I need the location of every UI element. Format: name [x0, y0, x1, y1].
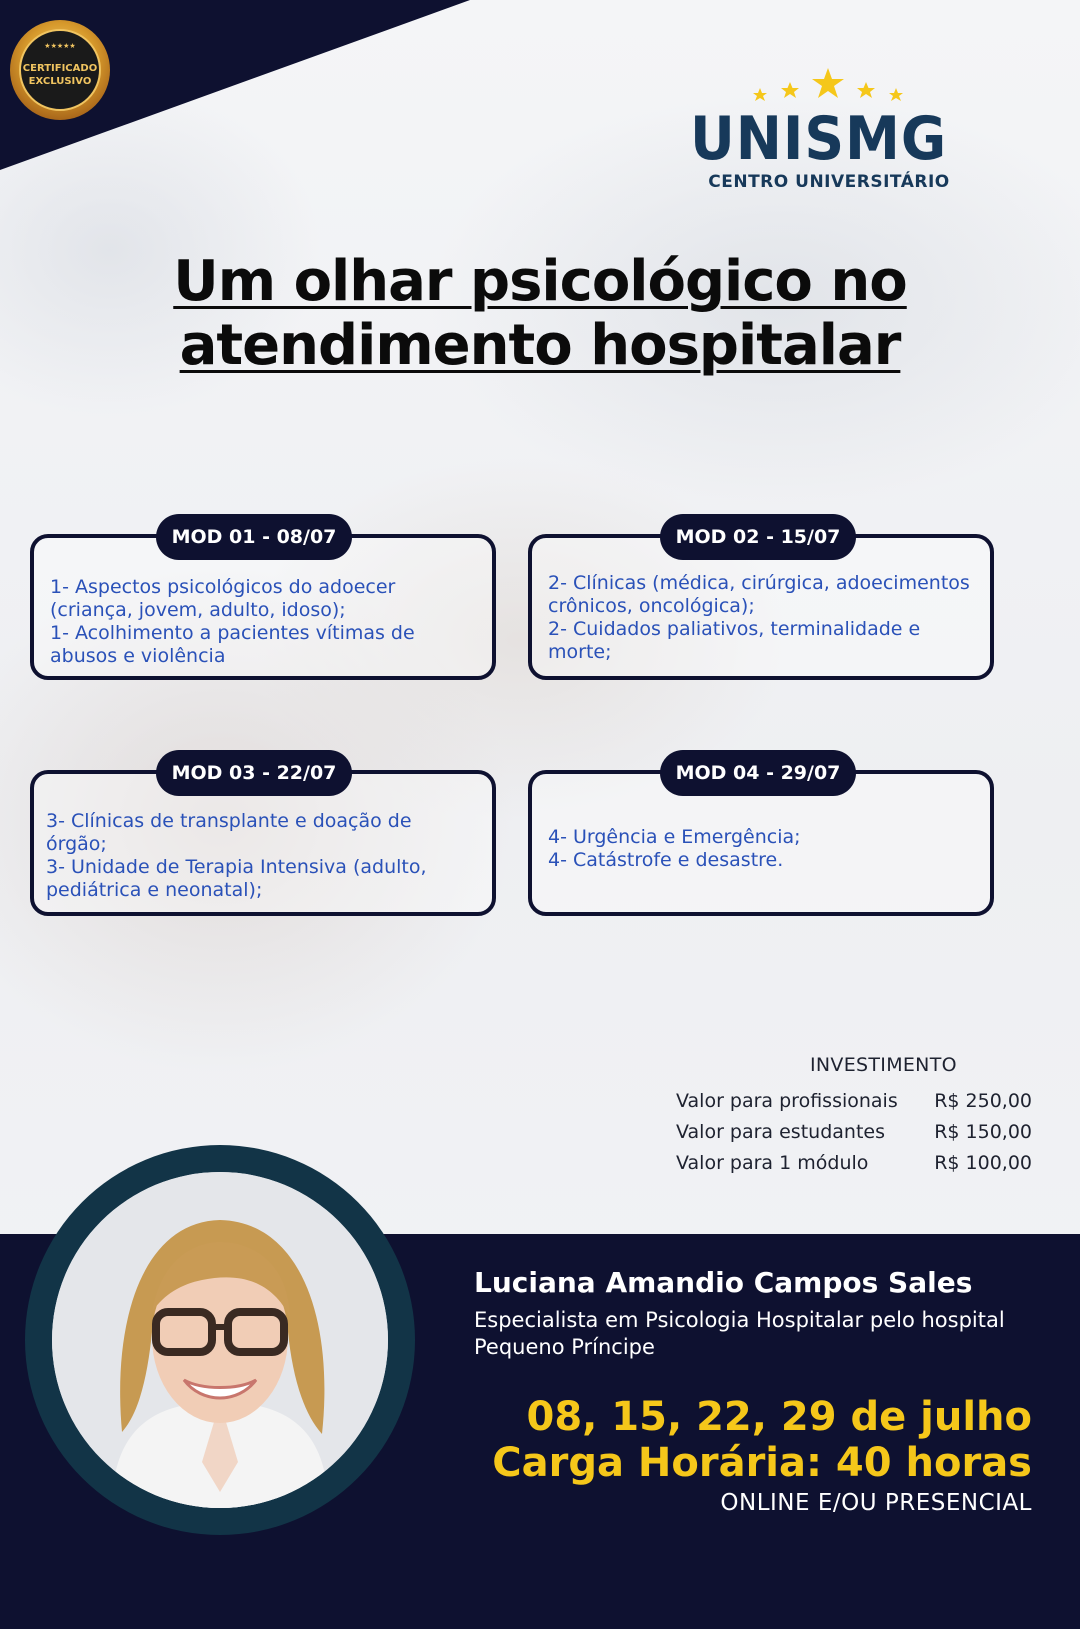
title-line-2: atendimento hospitalar: [179, 313, 901, 378]
module-content: [548, 572, 976, 664]
logo-subtitle: CENTRO UNIVERSITÁRIO: [708, 172, 950, 192]
star-icon: [748, 66, 908, 106]
logo-name: UNISMG: [690, 104, 948, 174]
speaker-description: Especialista em Psicologia Hospitalar pelo hospital Pequeno Príncipe: [474, 1308, 1005, 1359]
unismg-logo: [690, 60, 990, 190]
module-content: [50, 576, 478, 668]
module-line: 4- Catástrofe e desastre.: [548, 849, 784, 871]
page-title: [60, 250, 1020, 378]
module-card-3: [30, 762, 496, 916]
attendance-mode: ONLINE E/OU PRESENCIAL: [720, 1490, 1032, 1516]
module-tag: MOD 04 - 29/07: [660, 750, 856, 796]
module-line: 3- Unidade de Terapia Intensiva (adulto, pediátrica e neonatal);: [46, 856, 427, 901]
module-line: 4- Urgência e Emergência;: [548, 826, 801, 848]
price-label: Valor para profissionais: [676, 1090, 898, 1112]
module-card-2: [528, 526, 994, 680]
badge-line2: EXCLUSIVO: [28, 76, 92, 87]
module-tag: MOD 02 - 15/07: [660, 514, 856, 560]
title-line-1: Um olhar psicológico no: [173, 249, 907, 314]
certificate-seal-icon: [8, 18, 112, 122]
module-line: 2- Clínicas (médica, cirúrgica, adoecimentos crônicos, oncológica);: [548, 572, 970, 617]
module-content: [548, 826, 976, 872]
module-tag: MOD 03 - 22/07: [156, 750, 352, 796]
module-line: 1- Acolhimento a pacientes vítimas de abusos e violência: [50, 622, 415, 667]
workload: Carga Horária: 40 horas: [492, 1440, 1032, 1486]
module-content: [46, 810, 478, 902]
svg-text:★★★★★: ★★★★★: [44, 42, 76, 50]
speaker-photo: [52, 1172, 388, 1508]
module-tag: MOD 01 - 08/07: [156, 514, 352, 560]
badge-line1: CERTIFICADO: [22, 63, 98, 74]
schedule-block: [440, 1394, 1032, 1486]
price-label: Valor para 1 módulo: [676, 1152, 869, 1174]
module-line: 2- Cuidados paliativos, terminalidade e morte;: [548, 618, 921, 663]
price-value: R$ 100,00: [934, 1152, 1032, 1174]
price-label: Valor para estudantes: [676, 1121, 885, 1143]
module-card-1: [30, 526, 496, 680]
module-line: 3- Clínicas de transplante e doação de órgão;: [46, 810, 412, 855]
investment-title: INVESTIMENTO: [810, 1054, 957, 1076]
speaker-portrait-icon: [52, 1172, 388, 1508]
price-value: R$ 150,00: [934, 1121, 1032, 1143]
speaker-name: Luciana Amandio Campos Sales: [474, 1266, 973, 1299]
module-line: 1- Aspectos psicológicos do adoecer (criança, jovem, adulto, idoso);: [50, 576, 396, 621]
module-card-4: [528, 762, 994, 916]
price-value: R$ 250,00: [934, 1090, 1032, 1112]
event-dates: 08, 15, 22, 29 de julho: [526, 1394, 1032, 1440]
